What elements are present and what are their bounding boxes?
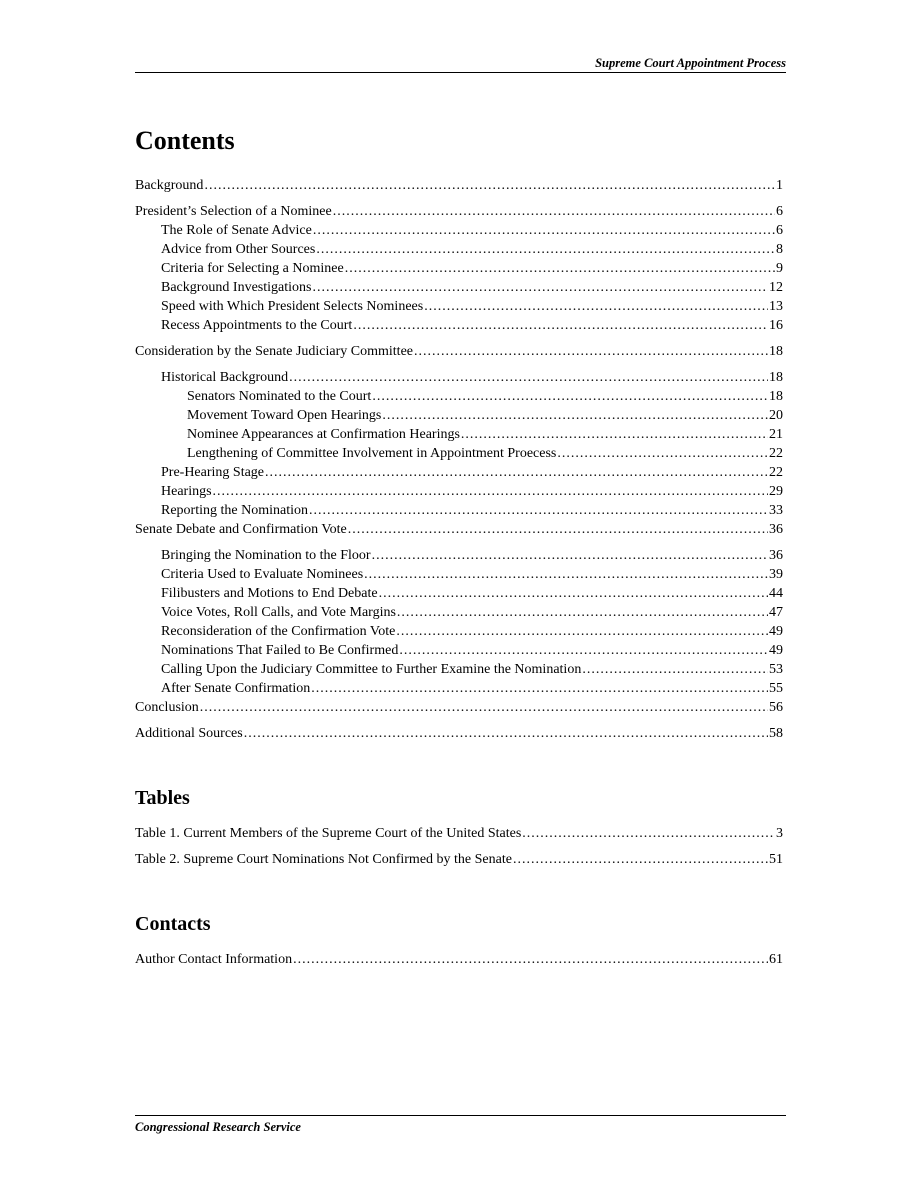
- toc-entry-page: 55: [769, 681, 783, 696]
- toc-entry-background[interactable]: [135, 176, 783, 195]
- toc-entry-pre-hearing[interactable]: [135, 463, 783, 482]
- contents-heading: Contents: [135, 126, 235, 155]
- toc-entry-page: 3: [776, 826, 783, 841]
- dot-leader: [372, 546, 768, 565]
- toc-entry-table-1[interactable]: [135, 824, 783, 843]
- toc-entry-senate-debate[interactable]: [135, 520, 783, 539]
- toc-entry-page: 61: [769, 952, 783, 967]
- dot-leader: [414, 342, 768, 361]
- toc-entry-title: Nominations That Failed to Be Confirmed: [161, 643, 399, 658]
- toc-entry-advice-other-sources[interactable]: [135, 240, 783, 259]
- toc-entry-page: 36: [769, 548, 783, 563]
- toc-entry-page: 33: [769, 503, 783, 518]
- toc-entry-lengthening-involvement[interactable]: [135, 444, 783, 463]
- dot-leader: [311, 679, 768, 698]
- toc-entry-title: Nominee Appearances at Confirmation Hearings: [187, 427, 460, 442]
- toc-entry-hearings[interactable]: [135, 482, 783, 501]
- toc-entry-senators-nominated[interactable]: [135, 387, 783, 406]
- toc-entry-title: Additional Sources: [135, 726, 243, 741]
- toc-entry-recess-appointments[interactable]: [135, 316, 783, 335]
- toc-entry-title: Speed with Which President Selects Nominees: [161, 299, 424, 314]
- toc-entry-title: Conclusion: [135, 700, 199, 715]
- toc-entry-title: Senate Debate and Confirmation Vote: [135, 522, 347, 537]
- toc-entry-page: 9: [776, 261, 783, 276]
- toc-entry-title: Hearings: [161, 484, 212, 499]
- toc-entry-page: 49: [769, 624, 783, 639]
- dot-leader: [372, 387, 768, 406]
- toc-entry-voice-votes[interactable]: [135, 603, 783, 622]
- toc-entry-page: 36: [769, 522, 783, 537]
- dot-leader: [244, 724, 768, 743]
- toc-entry-role-of-senate-advice[interactable]: [135, 221, 783, 240]
- dot-leader: [313, 221, 775, 240]
- toc-entry-title: Background Investigations: [161, 280, 312, 295]
- dot-leader: [200, 698, 768, 717]
- toc-entry-title: Recess Appointments to the Court: [161, 318, 353, 333]
- dot-leader: [353, 316, 768, 335]
- toc-entry-author-contact[interactable]: [135, 950, 783, 969]
- toc-entry-title: Background: [135, 178, 204, 193]
- toc-entry-page: 1: [776, 178, 783, 193]
- toc-entry-page: 22: [769, 465, 783, 480]
- dot-leader: [396, 622, 768, 641]
- toc-entry-title: Pre-Hearing Stage: [161, 465, 265, 480]
- running-footer: Congressional Research Service: [135, 1120, 301, 1134]
- toc-entry-nominee-appearances[interactable]: [135, 425, 783, 444]
- toc-entry-title: Consideration by the Senate Judiciary Committee: [135, 344, 413, 359]
- toc-entry-page: 20: [769, 408, 783, 423]
- toc-entry-title: Movement Toward Open Hearings: [187, 408, 382, 423]
- dot-leader: [513, 850, 768, 869]
- toc-entry-table-2[interactable]: [135, 850, 783, 869]
- toc-entry-page: 16: [769, 318, 783, 333]
- toc-entry-page: 47: [769, 605, 783, 620]
- dot-leader: [522, 824, 775, 843]
- dot-leader: [293, 950, 768, 969]
- toc-entry-presidents-selection[interactable]: [135, 202, 783, 221]
- toc-entry-title: Calling Upon the Judiciary Committee to Further Examine the Nomination: [161, 662, 582, 677]
- running-header: Supreme Court Appointment Process: [595, 56, 786, 70]
- toc-entry-reporting-nomination[interactable]: [135, 501, 783, 520]
- dot-leader: [312, 278, 768, 297]
- dot-leader: [399, 641, 768, 660]
- toc-entry-speed-selects[interactable]: [135, 297, 783, 316]
- dot-leader: [265, 463, 768, 482]
- toc-entry-page: 53: [769, 662, 783, 677]
- footer-rule: [135, 1115, 786, 1116]
- toc-entry-additional-sources[interactable]: [135, 724, 783, 743]
- toc-entry-page: 49: [769, 643, 783, 658]
- toc-entry-page: 18: [769, 370, 783, 385]
- toc-entry-title: Filibusters and Motions to End Debate: [161, 586, 378, 601]
- tables-heading: Tables: [135, 787, 190, 809]
- toc-entry-title: Table 1. Current Members of the Supreme Court of the United States: [135, 826, 522, 841]
- dot-leader: [382, 406, 768, 425]
- toc-entry-background-investigations[interactable]: [135, 278, 783, 297]
- toc-entry-criteria-selecting[interactable]: [135, 259, 783, 278]
- dot-leader: [582, 660, 768, 679]
- toc-entry-title: Criteria Used to Evaluate Nominees: [161, 567, 364, 582]
- toc-entry-page: 6: [776, 223, 783, 238]
- toc-entry-page: 39: [769, 567, 783, 582]
- header-rule: [135, 72, 786, 73]
- toc-entry-page: 58: [769, 726, 783, 741]
- dot-leader: [213, 482, 768, 501]
- toc-entry-title: Reporting the Nomination: [161, 503, 308, 518]
- toc-entry-page: 13: [769, 299, 783, 314]
- toc-entry-calling-judiciary[interactable]: [135, 660, 783, 679]
- toc-entry-title: After Senate Confirmation: [161, 681, 311, 696]
- dot-leader: [379, 584, 768, 603]
- dot-leader: [461, 425, 768, 444]
- toc-entry-page: 6: [776, 204, 783, 219]
- toc-entry-page: 29: [769, 484, 783, 499]
- toc-entry-page: 18: [769, 344, 783, 359]
- toc-entry-title: Lengthening of Committee Involvement in Appointment Proecess: [187, 446, 557, 461]
- toc-entry-title: Voice Votes, Roll Calls, and Vote Margins: [161, 605, 396, 620]
- contents-toc: [135, 176, 783, 743]
- toc-entry-after-confirmation[interactable]: [135, 679, 783, 698]
- toc-entry-page: 21: [769, 427, 783, 442]
- dot-leader: [345, 259, 775, 278]
- toc-entry-page: 8: [776, 242, 783, 257]
- toc-entry-failed-nominations[interactable]: [135, 641, 783, 660]
- dot-leader: [204, 176, 775, 195]
- toc-entry-historical-background[interactable]: [135, 368, 783, 387]
- toc-entry-title: Advice from Other Sources: [161, 242, 316, 257]
- dot-leader: [333, 202, 775, 221]
- toc-entry-title: Author Contact Information: [135, 952, 293, 967]
- dot-leader: [348, 520, 768, 539]
- toc-entry-page: 12: [769, 280, 783, 295]
- contacts-toc: [135, 950, 783, 969]
- toc-entry-page: 18: [769, 389, 783, 404]
- dot-leader: [397, 603, 768, 622]
- dot-leader: [316, 240, 775, 259]
- dot-leader: [424, 297, 768, 316]
- toc-entry-bringing-to-floor[interactable]: [135, 546, 783, 565]
- dot-leader: [557, 444, 768, 463]
- toc-entry-page: 22: [769, 446, 783, 461]
- toc-entry-page: 44: [769, 586, 783, 601]
- toc-entry-title: The Role of Senate Advice: [161, 223, 312, 238]
- dot-leader: [309, 501, 768, 520]
- toc-entry-filibusters[interactable]: [135, 584, 783, 603]
- toc-entry-title: Bringing the Nomination to the Floor: [161, 548, 371, 563]
- toc-entry-page: 51: [769, 852, 783, 867]
- toc-entry-reconsideration[interactable]: [135, 622, 783, 641]
- toc-entry-title: Table 2. Supreme Court Nominations Not Confirmed by the Senate: [135, 852, 512, 867]
- toc-entry-judiciary-consideration[interactable]: [135, 342, 783, 361]
- toc-entry-criteria-evaluate[interactable]: [135, 565, 783, 584]
- toc-entry-title: Criteria for Selecting a Nominee: [161, 261, 344, 276]
- toc-entry-title: Historical Background: [161, 370, 289, 385]
- dot-leader: [289, 368, 768, 387]
- toc-entry-title: Reconsideration of the Confirmation Vote: [161, 624, 396, 639]
- toc-entry-title: Senators Nominated to the Court: [187, 389, 372, 404]
- toc-entry-conclusion[interactable]: [135, 698, 783, 717]
- contacts-heading: Contacts: [135, 913, 211, 935]
- dot-leader: [364, 565, 768, 584]
- toc-entry-open-hearings[interactable]: [135, 406, 783, 425]
- tables-toc: [135, 824, 783, 869]
- toc-entry-page: 56: [769, 700, 783, 715]
- toc-entry-title: President’s Selection of a Nominee: [135, 204, 332, 219]
